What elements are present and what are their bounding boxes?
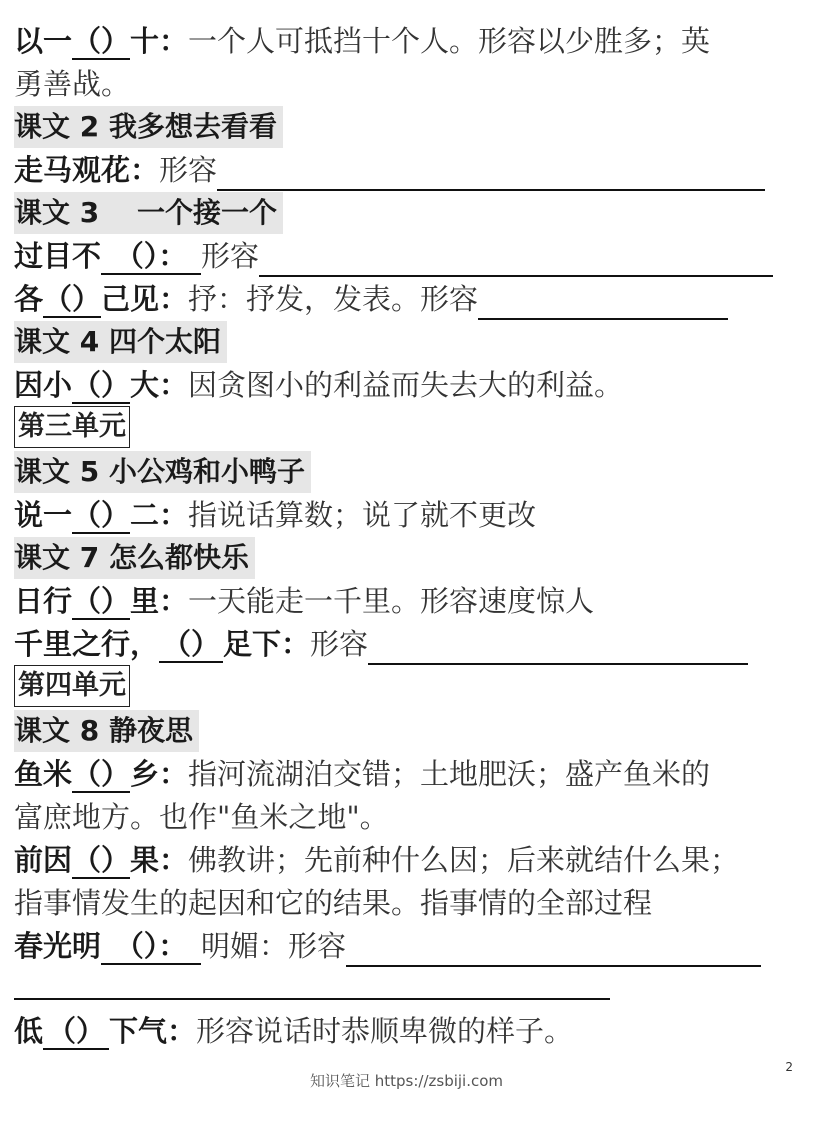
idiom-yi-yi-dang-shi: 以一（）十：一个人可抵挡十个人。形容以少胜多；英 [14, 24, 711, 58]
answer-blank[interactable]: （） [72, 498, 131, 532]
answer-blank[interactable]: （） [159, 627, 223, 663]
lesson-heading: 课文 4 四个太阳 [14, 321, 227, 363]
answer-blank[interactable]: （） [72, 368, 131, 402]
answer-blank[interactable]: （）： [101, 929, 201, 965]
lesson-heading: 课文 2 我多想去看看 [14, 106, 283, 148]
page-number: 2 [785, 1060, 793, 1074]
definition-continuation: 富庶地方。也作"鱼米之地"。 [14, 800, 389, 834]
answer-line-continuation[interactable] [14, 998, 610, 1000]
lesson-heading: 课文 7 怎么都快乐 [14, 537, 255, 579]
answer-blank[interactable]: （）： [101, 239, 201, 275]
answer-line[interactable] [368, 629, 748, 665]
idiom-ri-xing-qian-li: 日行（）里：一天能走一千里。形容速度惊人 [14, 584, 595, 618]
answer-blank[interactable]: （） [43, 1014, 109, 1050]
lesson-heading: 课文 3 一个接一个 [14, 192, 283, 234]
unit-heading: 第三单元 [14, 406, 130, 448]
idiom-qian-yin-hou-guo: 前因（）果：佛教讲；先前种什么因；后来就结什么果； [14, 843, 740, 877]
idiom-yin-xiao-shi-da: 因小（）大：因贪图小的利益而失去大的利益。 [14, 368, 624, 402]
answer-line[interactable] [259, 241, 773, 277]
answer-line[interactable] [346, 931, 761, 967]
answer-blank[interactable]: （） [43, 282, 102, 316]
answer-blank[interactable]: （） [72, 24, 131, 58]
answer-blank[interactable]: （） [72, 757, 131, 791]
idiom-guo-mu-bu-wang: 过目不 （）： 形容 [14, 235, 795, 277]
answer-blank[interactable]: （） [72, 843, 131, 877]
idiom-ge-shu-ji-jian: 各（）己见：抒：抒发，发表。形容 [14, 278, 795, 320]
unit-heading: 第四单元 [14, 665, 130, 707]
idiom-shuo-yi-bu-er: 说一（）二：指说话算数；说了就不更改 [14, 498, 537, 532]
definition-continuation: 勇善战。 [14, 67, 131, 101]
idiom-yu-mi-zhi-xiang: 鱼米（）乡：指河流湖泊交错；土地肥沃；盛产鱼米的 [14, 757, 711, 791]
lesson-heading: 课文 8 静夜思 [14, 710, 199, 752]
idiom-qian-li-zhi-xing: 千里之行， （） 足下：形容 [14, 623, 795, 665]
answer-line[interactable] [217, 155, 765, 191]
idiom-zou-ma-guan-hua: 走马观花：形容 [14, 149, 795, 191]
idiom-chun-guang-ming-mei: 春光明 （）： 明媚：形容 [14, 925, 795, 967]
footer-watermark: 知识笔记 https://zsbiji.com [309, 1072, 504, 1090]
answer-blank[interactable]: （） [72, 584, 131, 618]
definition-continuation: 指事情发生的起因和它的结果。指事情的全部过程 [14, 886, 653, 920]
answer-line[interactable] [478, 284, 728, 320]
lesson-heading: 课文 5 小公鸡和小鸭子 [14, 451, 311, 493]
idiom-di-sheng-xia-qi: 低 （） 下气：形容说话时恭顺卑微的样子。 [14, 1014, 574, 1048]
